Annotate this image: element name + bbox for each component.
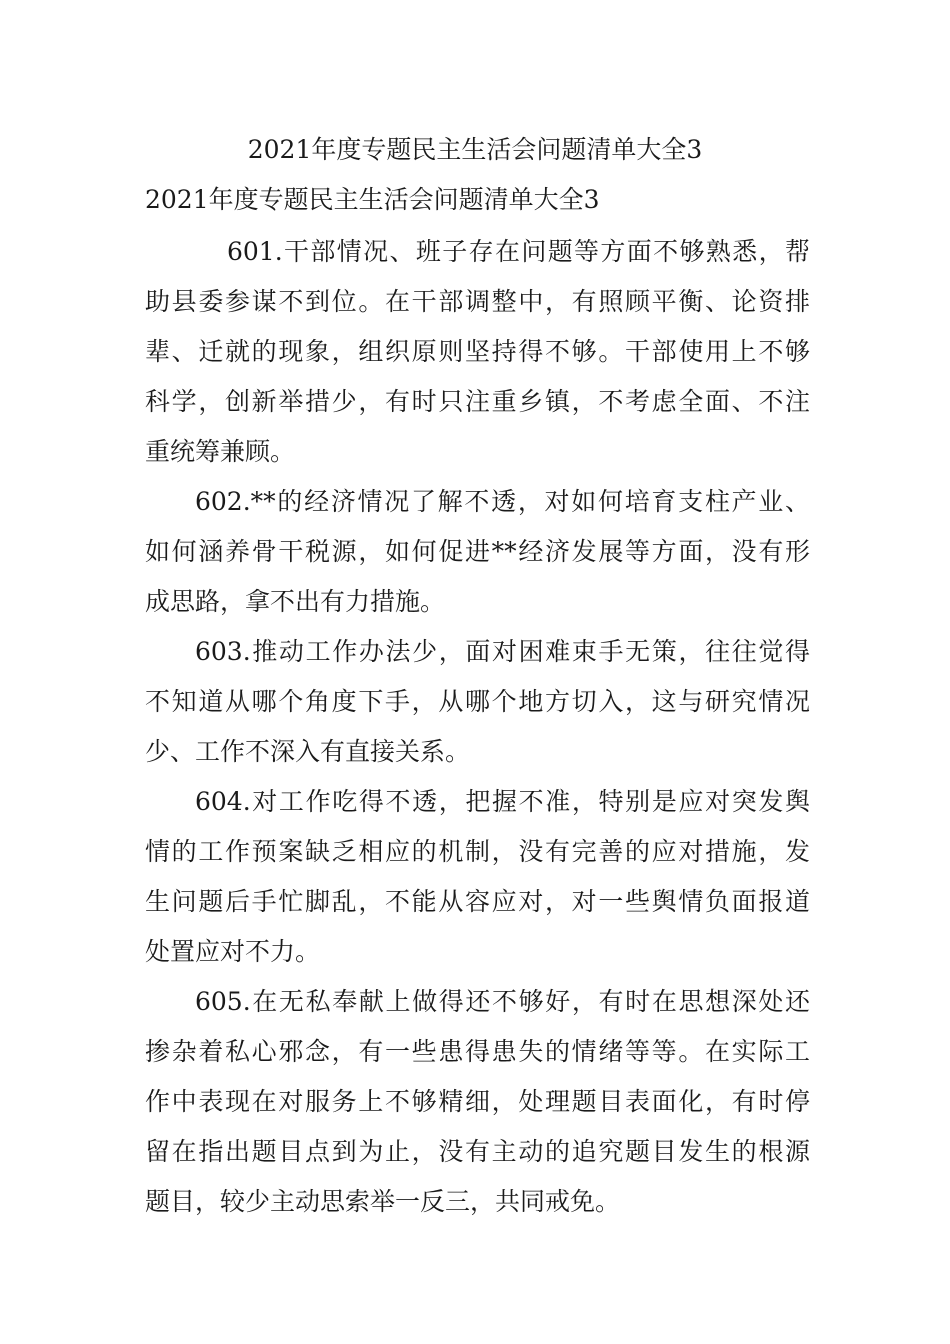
- paragraph-601: [145, 227, 810, 477]
- paragraph-line: 如何涵养骨干税源，如何促进**经济发展等方面，没有形: [145, 537, 810, 566]
- document-subtitle: 2021年度专题民主生活会问题清单大全3: [145, 185, 600, 214]
- paragraph-line: 处置应对不力。: [145, 937, 321, 966]
- paragraph-line: 助县委参谋不到位。在干部调整中，有照顾平衡、论资排: [145, 287, 810, 316]
- paragraph-line: 603.推动工作办法少，面对困难束手无策，往往觉得: [195, 637, 810, 666]
- document-title: 2021年度专题民主生活会问题清单大全3: [247, 135, 703, 164]
- paragraph-line: 605.在无私奉献上做得还不够好，有时在思想深处还: [195, 987, 810, 1016]
- paragraph-line: 成思路，拿不出有力措施。: [145, 587, 446, 616]
- paragraph-line: 掺杂着私心邪念，有一些患得患失的情绪等等。在实际工: [145, 1037, 810, 1066]
- paragraph-602: [145, 477, 810, 627]
- paragraph-line: 604.对工作吃得不透，把握不准，特别是应对突发舆: [195, 787, 810, 816]
- paragraph-line: 生问题后手忙脚乱，不能从容应对，对一些舆情负面报道: [145, 887, 810, 916]
- paragraph-line: 辈、迁就的现象，组织原则坚持得不够。干部使用上不够: [145, 337, 810, 366]
- paragraph-line: 不知道从哪个角度下手，从哪个地方切入，这与研究情况: [145, 687, 810, 716]
- paragraph-line: 情的工作预案缺乏相应的机制，没有完善的应对措施，发: [145, 837, 810, 866]
- paragraph-line: 留在指出题目点到为止，没有主动的追究题目发生的根源: [145, 1137, 810, 1166]
- paragraph-line: 题目，较少主动思索举一反三，共同戒免。: [145, 1187, 621, 1216]
- paragraph-604: [145, 777, 810, 977]
- paragraph-line: 601.干部情况、班子存在问题等方面不够熟悉，帮: [227, 237, 810, 266]
- paragraph-line: 科学，创新举措少，有时只注重乡镇，不考虑全面、不注: [145, 387, 810, 416]
- paragraph-605: [145, 977, 810, 1227]
- paragraph-line: 重统筹兼顾。: [145, 437, 296, 466]
- paragraph-line: 作中表现在对服务上不够精细，处理题目表面化，有时停: [145, 1087, 810, 1116]
- paragraph-line: 少、工作不深入有直接关系。: [145, 737, 471, 766]
- paragraph-603: [145, 627, 810, 777]
- paragraph-line: 602.**的经济情况了解不透，对如何培育支柱产业、: [195, 487, 810, 516]
